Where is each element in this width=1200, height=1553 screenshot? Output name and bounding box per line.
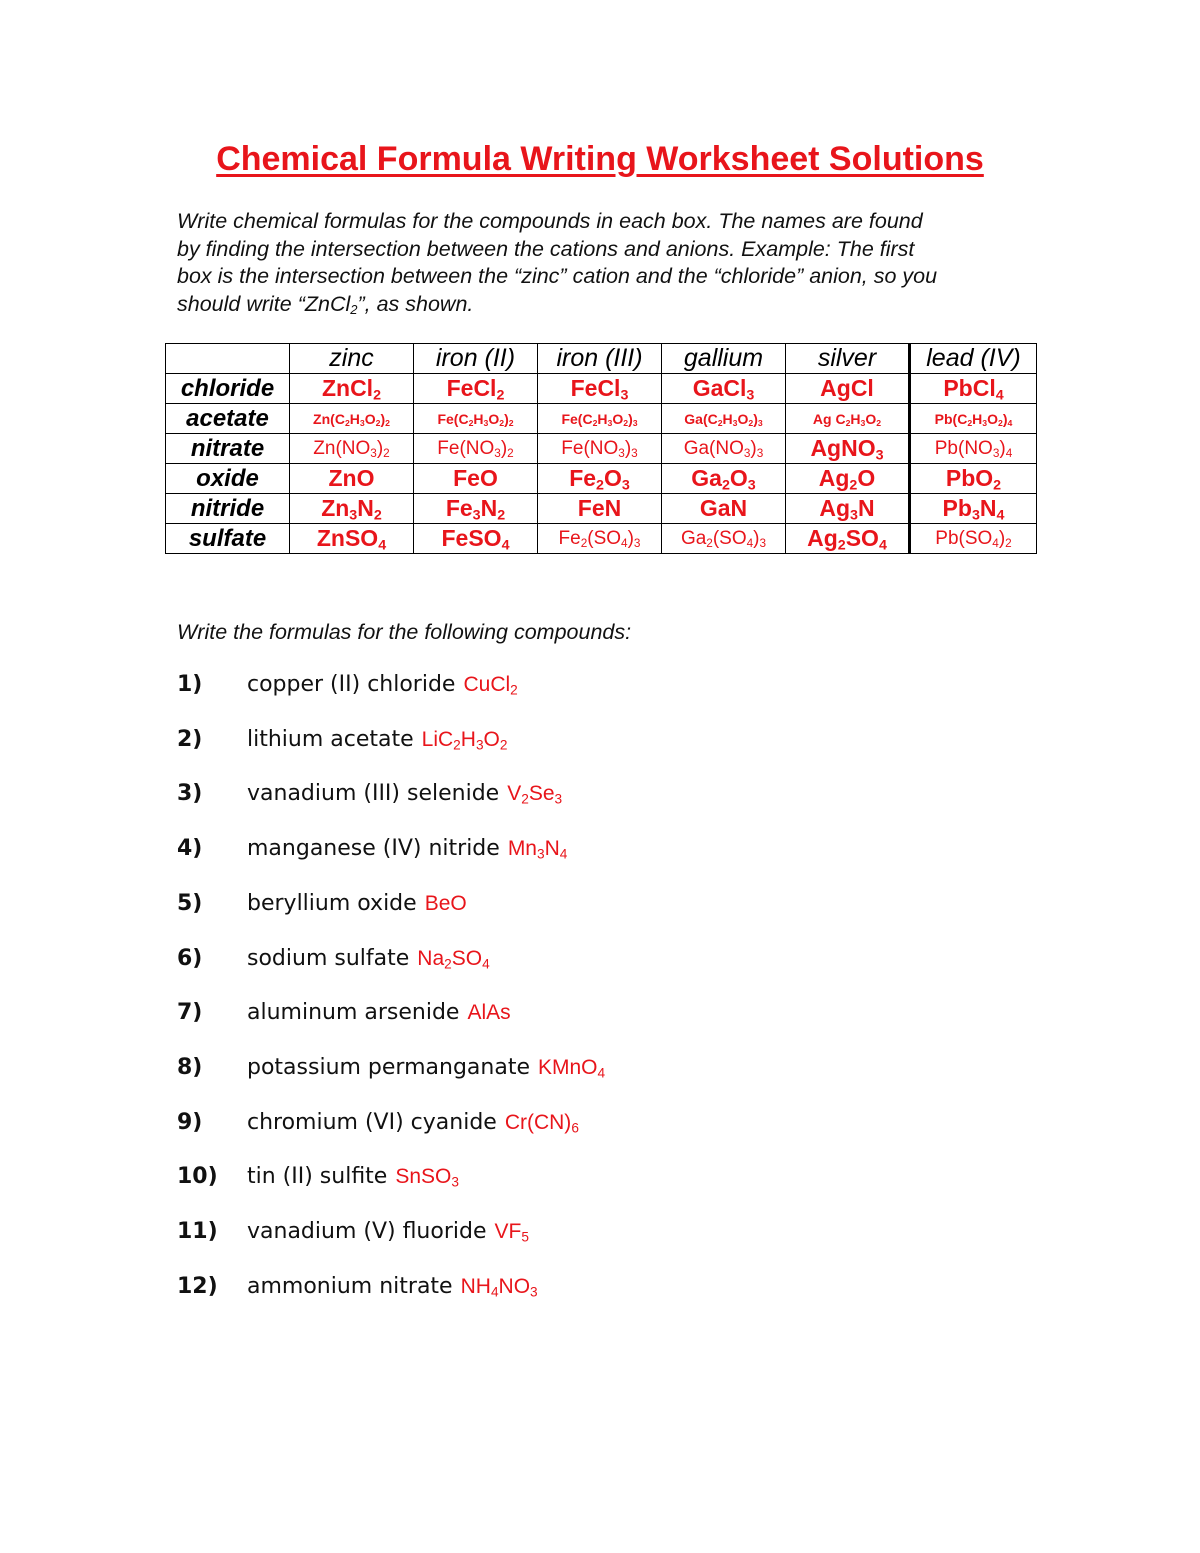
table-row-acetate	[166, 404, 1037, 434]
formula-text: Na	[417, 946, 445, 970]
formula-cell	[414, 524, 538, 554]
formula-text: )	[376, 437, 384, 459]
compound-name: aluminum arsenide	[247, 1000, 460, 1026]
question-text	[247, 1274, 538, 1299]
formula-text: V	[507, 782, 522, 806]
question-item	[177, 1110, 1077, 1142]
formula-subscript: 4	[878, 537, 887, 554]
formula-subscript: 2	[385, 417, 390, 428]
formula-cell	[910, 494, 1037, 524]
formula-subscript: 2	[499, 737, 508, 753]
formula-subscript: 2	[499, 417, 505, 428]
formula-subscript: 4	[995, 387, 1004, 404]
answer-formula	[507, 782, 562, 805]
formula-text: Ga	[691, 465, 722, 491]
answer-formula	[461, 1275, 538, 1298]
question-text	[247, 891, 467, 916]
formula-subscript: 3	[732, 417, 738, 428]
formula-cell	[662, 374, 786, 404]
formula-cell	[910, 404, 1037, 434]
formula-text: AgCl	[820, 375, 874, 401]
formula-text: H	[850, 410, 861, 427]
formula-subscript: 2	[967, 417, 973, 428]
formula-subscript: 3	[494, 446, 501, 460]
row-header: acetate	[166, 404, 290, 434]
question-item	[177, 1219, 1077, 1251]
formula-text: )	[627, 527, 634, 549]
formula-text: Fe(C	[437, 410, 469, 427]
formula-text: PbCl	[943, 375, 996, 401]
formula-text: Fe	[445, 495, 473, 521]
column-header: lead (IV)	[910, 344, 1037, 374]
instructions-line-4-pre: should write “ZnCl	[177, 291, 351, 316]
formula-text: Ga	[680, 527, 707, 549]
column-header: iron (III)	[538, 344, 662, 374]
formula-text: )	[628, 410, 633, 427]
question-text	[247, 1055, 605, 1080]
formula-cell	[662, 524, 786, 554]
column-header: zinc	[290, 344, 414, 374]
row-header: sulfate	[166, 524, 290, 554]
formula-text: Ag C	[812, 410, 846, 427]
formula-subscript: 4	[996, 507, 1005, 524]
formula-subscript: 3	[747, 477, 756, 494]
formula-cell	[290, 374, 414, 404]
formula-text: )	[624, 437, 632, 459]
formula-cell	[786, 464, 910, 494]
formula-subscript: 3	[756, 446, 764, 460]
formula-text: Zn(C	[313, 410, 345, 427]
questions-heading: Write the formulas for the following compounds:	[177, 620, 632, 644]
formula-cell	[662, 404, 786, 434]
row-header: chloride	[166, 374, 290, 404]
formula-text: O	[865, 410, 877, 427]
formula-subscript: 2	[580, 536, 588, 550]
question-text	[247, 1110, 579, 1135]
compound-name: tin (II) sulfite	[247, 1164, 388, 1190]
formula-text: Pb(C	[934, 410, 968, 427]
formula-text: FeN	[577, 495, 622, 521]
question-text	[247, 836, 567, 861]
formula-cell	[662, 494, 786, 524]
formula-subscript: 2	[596, 477, 604, 494]
question-text	[247, 727, 507, 752]
question-number: 2)	[177, 726, 203, 752]
formula-subscript: 2	[508, 417, 514, 428]
formula-text: H	[473, 410, 484, 427]
formula-text: N	[544, 837, 560, 861]
formula-subscript: 2	[521, 791, 529, 807]
formula-text: SnSO	[395, 1165, 452, 1189]
column-header: silver	[786, 344, 910, 374]
formula-text: N	[857, 495, 875, 521]
formula-text: O	[857, 465, 876, 491]
formula-text: LiC	[421, 727, 454, 751]
formula-text: ZnSO	[316, 525, 379, 551]
compound-name: copper (II) chloride	[247, 672, 456, 697]
formula-text: )	[750, 437, 757, 459]
table-corner-cell	[166, 344, 290, 374]
formula-text: Se	[528, 782, 555, 806]
instructions-line-4	[177, 291, 1037, 319]
column-header: gallium	[662, 344, 786, 374]
formula-cell	[414, 374, 538, 404]
formula-subscript: 2	[344, 417, 350, 428]
instructions-line-2: by finding the intersection between the cations and anions. Example: The first	[177, 236, 915, 261]
table-row-chloride	[166, 374, 1037, 404]
compound-name: vanadium (V) fluoride	[247, 1219, 487, 1244]
question-number: 1)	[177, 672, 203, 697]
formula-cell	[910, 434, 1037, 464]
formula-cell	[290, 524, 414, 554]
table-row-oxide	[166, 464, 1037, 494]
formula-subscript: 3	[632, 417, 638, 428]
formula-text: PbO	[945, 465, 994, 491]
question-item	[177, 946, 1077, 978]
formula-text: Pb	[942, 495, 972, 521]
formula-text: )	[753, 410, 758, 427]
question-item	[177, 1164, 1077, 1196]
formula-text: Ga(NO	[683, 437, 744, 459]
question-text	[247, 1000, 511, 1025]
question-text	[247, 1164, 459, 1189]
formula-text: H	[597, 410, 608, 427]
answer-formula	[422, 728, 508, 751]
formula-text: AgNO	[810, 435, 876, 461]
compound-name: potassium permanganate	[247, 1054, 530, 1080]
formula-subscript: 2	[1005, 536, 1012, 550]
formula-cell	[538, 524, 662, 554]
formula-cell	[786, 404, 910, 434]
formula-subscript: 4	[621, 536, 628, 550]
formula-text: H	[722, 410, 733, 427]
formula-subscript: 2	[721, 477, 730, 494]
formula-subscript: 3	[370, 446, 377, 460]
formula-subscript: 4	[1005, 446, 1013, 460]
formula-subscript: 5	[521, 1229, 529, 1245]
question-number: 6)	[177, 945, 203, 971]
formula-text: CuCl	[463, 673, 511, 696]
formula-subscript: 2	[748, 417, 754, 428]
formula-subscript: 2	[375, 417, 381, 428]
question-number: 10)	[177, 1164, 218, 1190]
answer-formula	[425, 892, 467, 915]
formula-subscript: 3	[860, 417, 866, 428]
formula-cell	[786, 494, 910, 524]
formula-text: ZnCl	[321, 375, 374, 401]
formula-subscript: 3	[875, 447, 884, 464]
formula-subscript: 2	[453, 737, 461, 753]
formula-text: N	[480, 495, 498, 521]
formula-subscript: 4	[746, 536, 754, 550]
formula-text: Zn(NO	[313, 437, 371, 459]
formula-subscript: 3	[850, 507, 858, 524]
formula-cell	[290, 404, 414, 434]
formula-subscript: 3	[759, 536, 767, 550]
formula-cell	[538, 434, 662, 464]
formula-cell	[538, 464, 662, 494]
formula-subscript: 3	[620, 387, 629, 404]
page-title: Chemical Formula Writing Worksheet Solutions	[216, 140, 984, 178]
formula-text: O	[729, 465, 748, 491]
formula-text: Pb(SO	[935, 527, 993, 549]
formula-subscript: 3	[618, 446, 625, 460]
answer-formula	[505, 1111, 579, 1134]
formula-text: O	[364, 410, 376, 427]
answer-formula	[395, 1165, 459, 1188]
formula-cell	[538, 374, 662, 404]
question-item	[177, 727, 1077, 759]
formula-text: )	[380, 410, 386, 427]
instructions-line-1: Write chemical formulas for the compounds in each box. The names are found	[177, 209, 923, 233]
formula-text: N	[979, 495, 997, 521]
formula-text: Ag	[807, 525, 838, 551]
row-header: nitrate	[166, 434, 290, 464]
formula-subscript: 3	[757, 417, 763, 428]
question-item	[177, 1000, 1077, 1032]
question-item	[177, 1055, 1077, 1087]
formula-text: Ga(C	[684, 410, 718, 427]
row-header: nitride	[166, 494, 290, 524]
answer-formula	[538, 1056, 605, 1079]
formula-subscript: 3	[483, 417, 489, 428]
formula-subscript: 4	[482, 955, 490, 971]
formula-text: BeO	[424, 891, 467, 915]
formula-cell	[414, 494, 538, 524]
formula-subscript: 3	[746, 387, 755, 404]
formula-subscript: 2	[444, 955, 452, 971]
formula-cell	[538, 494, 662, 524]
formula-subscript: 2	[373, 387, 382, 404]
formula-subscript: 2	[507, 446, 514, 460]
compound-name: vanadium (III) selenide	[247, 781, 500, 807]
formula-table	[165, 343, 1037, 554]
formula-subscript: 3	[971, 507, 980, 524]
formula-text: H	[972, 410, 983, 427]
formula-cell	[786, 374, 910, 404]
formula-cell	[290, 434, 414, 464]
instructions	[177, 208, 1037, 318]
formula-subscript: 4	[378, 537, 387, 554]
question-item	[177, 1274, 1077, 1306]
answer-formula	[417, 947, 489, 970]
formula-text: O	[987, 410, 998, 427]
compound-name: ammonium nitrate	[247, 1273, 453, 1299]
formula-cell	[290, 494, 414, 524]
formula-subscript: 6	[571, 1120, 579, 1135]
formula-cell	[414, 464, 538, 494]
formula-subscript: 4	[1007, 417, 1013, 428]
formula-text: Ag	[818, 465, 850, 491]
question-number: 12)	[177, 1273, 218, 1299]
formula-text: N	[357, 495, 374, 521]
formula-text: FeSO	[441, 525, 502, 551]
table-body	[166, 374, 1037, 554]
formula-text: Zn	[321, 495, 350, 521]
formula-subscript: 3	[472, 507, 481, 524]
formula-subscript: 3	[537, 846, 545, 862]
formula-subscript: 2	[849, 477, 858, 494]
question-number: 5)	[177, 890, 203, 916]
table-row-nitrate	[166, 434, 1037, 464]
formula-subscript: 3	[451, 1174, 459, 1190]
instructions-line-3: box is the intersection between the “zinc” cation and the “chloride” anion, so you	[177, 264, 938, 288]
formula-text: GaCl	[692, 375, 747, 401]
instructions-line-4-sub: 2	[350, 301, 358, 317]
formula-text: )	[1002, 410, 1008, 427]
formula-subscript: 3	[621, 477, 630, 494]
table-header-row	[166, 344, 1037, 374]
question-item	[177, 891, 1077, 923]
formula-subscript: 2	[592, 417, 598, 428]
formula-subscript: 3	[631, 446, 638, 460]
formula-text: Fe	[569, 465, 597, 491]
formula-text: AlAs	[467, 1001, 511, 1025]
formula-cell	[910, 464, 1037, 494]
formula-subscript: 3	[607, 417, 613, 428]
formula-text: O	[488, 410, 500, 427]
formula-cell	[290, 464, 414, 494]
formula-subscript: 3	[554, 791, 563, 807]
formula-text: )	[999, 437, 1006, 459]
question-item	[177, 781, 1077, 813]
formula-text: )	[500, 437, 508, 459]
question-number: 11)	[177, 1219, 218, 1244]
question-number: 3)	[177, 781, 203, 807]
formula-subscript: 2	[497, 507, 506, 524]
table-row-nitride	[166, 494, 1037, 524]
formula-subscript: 3	[349, 507, 358, 524]
formula-cell	[786, 434, 910, 464]
formula-subscript: 2	[373, 507, 382, 524]
formula-text: H	[349, 410, 360, 427]
formula-subscript: 2	[876, 417, 882, 428]
formula-subscript: 4	[992, 536, 999, 550]
column-header: iron (II)	[414, 344, 538, 374]
question-number: 9)	[177, 1109, 203, 1135]
formula-subscript: 2	[845, 417, 851, 428]
formula-text: Fe(C	[561, 410, 593, 427]
formula-subscript: 2	[837, 537, 846, 554]
question-number: 7)	[177, 1000, 203, 1026]
formula-text: GaN	[699, 495, 748, 521]
compound-name: sodium sulfate	[247, 945, 410, 971]
table-row-sulfate	[166, 524, 1037, 554]
formula-subscript: 2	[998, 417, 1003, 428]
formula-subscript: 3	[475, 737, 484, 753]
formula-cell	[538, 404, 662, 434]
formula-subscript: 2	[510, 682, 518, 698]
answer-formula	[495, 1220, 529, 1243]
formula-cell	[662, 464, 786, 494]
formula-subscript: 4	[501, 537, 510, 554]
formula-text: Mn	[507, 837, 537, 861]
formula-text: FeCl	[446, 375, 497, 401]
question-number: 8)	[177, 1054, 203, 1080]
question-item	[177, 672, 1077, 704]
question-text	[247, 1219, 529, 1244]
formula-text: O	[737, 410, 749, 427]
formula-subscript: 3	[633, 536, 641, 550]
formula-subscript: 3	[992, 446, 1000, 460]
formula-subscript: 3	[530, 1284, 538, 1300]
formula-text: O	[483, 727, 500, 751]
formula-text: Pb(NO	[934, 437, 993, 459]
formula-cell	[786, 524, 910, 554]
compound-name: chromium (VI) cyanide	[247, 1109, 497, 1135]
formula-text: FeCl	[570, 375, 621, 401]
formula-text: VF	[494, 1220, 522, 1243]
formula-text: NO	[498, 1274, 531, 1298]
question-text	[247, 672, 518, 697]
answer-formula	[463, 673, 517, 696]
instructions-line-4-post: ”, as shown.	[357, 291, 474, 316]
formula-text: )	[504, 410, 509, 427]
formula-text: Cr(CN)	[504, 1110, 572, 1134]
formula-subscript: 2	[623, 417, 629, 428]
formula-subscript: 4	[490, 1284, 499, 1300]
row-header: oxide	[166, 464, 290, 494]
question-text	[247, 781, 562, 806]
formula-subscript: 3	[982, 417, 988, 428]
formula-subscript: 2	[383, 446, 390, 460]
formula-text: O	[603, 465, 622, 491]
formula-subscript: 2	[993, 477, 1002, 494]
question-item	[177, 836, 1077, 868]
formula-text: ZnO	[328, 465, 375, 491]
formula-subscript: 4	[559, 846, 568, 862]
formula-subscript: 2	[717, 417, 723, 428]
formula-text: Fe(NO	[561, 437, 619, 459]
formula-subscript: 2	[496, 387, 505, 404]
formula-text: H	[460, 727, 476, 751]
formula-subscript: 3	[743, 446, 751, 460]
formula-subscript: 3	[359, 417, 365, 428]
formula-text: O	[612, 410, 624, 427]
formula-text: NH	[460, 1274, 491, 1298]
formula-text: SO	[451, 946, 483, 970]
formula-cell	[910, 374, 1037, 404]
formula-text: )	[753, 527, 760, 549]
formula-subscript: 2	[468, 417, 474, 428]
compound-name: beryllium oxide	[247, 890, 417, 916]
formula-text: Ag	[819, 495, 851, 521]
formula-text: )	[998, 527, 1006, 549]
formula-text: FeO	[453, 465, 498, 491]
formula-text: Fe(NO	[437, 437, 495, 459]
formula-subscript: 4	[597, 1065, 606, 1081]
answer-formula	[467, 1001, 510, 1024]
answer-formula	[508, 837, 568, 860]
compound-name: lithium acetate	[247, 726, 414, 752]
formula-text: SO	[845, 525, 879, 551]
question-number: 4)	[177, 836, 203, 862]
formula-cell	[414, 404, 538, 434]
formula-subscript: 2	[706, 536, 713, 550]
compound-name: manganese (IV) nitride	[247, 836, 500, 862]
formula-text: KMnO	[537, 1055, 598, 1079]
formula-cell	[414, 434, 538, 464]
formula-text: (SO	[712, 527, 747, 549]
formula-text: (SO	[587, 527, 622, 549]
formula-cell	[910, 524, 1037, 554]
formula-text: Fe	[558, 527, 581, 549]
formula-cell	[662, 434, 786, 464]
question-text	[247, 946, 490, 971]
